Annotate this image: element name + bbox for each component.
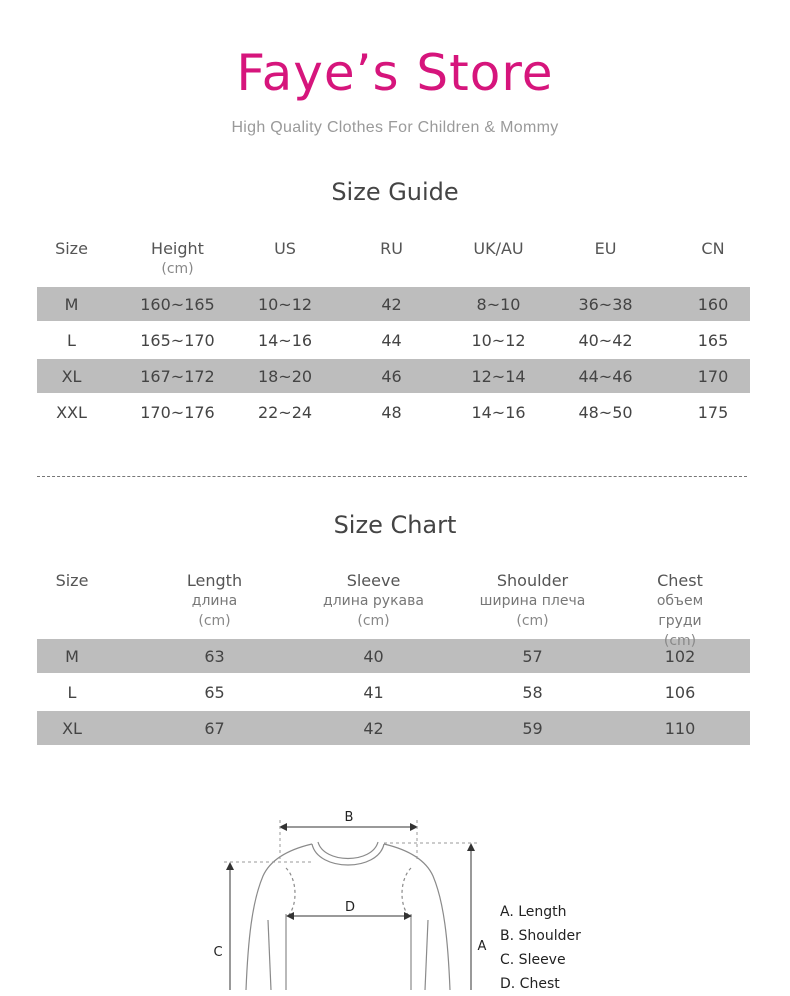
table-cell: 102 bbox=[664, 646, 696, 666]
table-cell: L bbox=[67, 330, 76, 350]
table-cell: L bbox=[67, 682, 77, 702]
table-cell: 175 bbox=[697, 402, 729, 422]
marker-b-label: B bbox=[344, 810, 354, 825]
table-cell: 41 bbox=[363, 682, 384, 702]
table-cell: 59 bbox=[522, 718, 543, 738]
size-guide-header: RU bbox=[380, 239, 403, 258]
size-chart-header: Shoulder ширина плеча (cm) bbox=[479, 571, 586, 629]
size-chart-table bbox=[37, 571, 750, 747]
size-guide-header: Size bbox=[55, 239, 88, 258]
table-cell: 46 bbox=[381, 366, 402, 386]
table-cell: 167~172 bbox=[140, 366, 215, 386]
marker-d-label: D bbox=[344, 900, 356, 915]
size-guide-body bbox=[37, 287, 750, 429]
measurement-legend bbox=[500, 900, 581, 996]
size-chart-title: Size Chart bbox=[333, 511, 457, 539]
table-cell: 160 bbox=[697, 294, 729, 314]
table-cell: 160~165 bbox=[140, 294, 215, 314]
size-chart-header: Sleeve длина рукава (cm) bbox=[323, 571, 424, 629]
table-cell: 110 bbox=[664, 718, 696, 738]
size-guide-table bbox=[37, 239, 750, 431]
size-guide-header: CN bbox=[701, 239, 725, 258]
size-guide-title: Size Guide bbox=[331, 178, 459, 206]
size-guide-header: EU bbox=[594, 239, 617, 258]
legend-item-chest: D. Chest bbox=[500, 976, 560, 992]
table-cell: M bbox=[65, 646, 79, 666]
marker-a-label: A bbox=[477, 939, 487, 954]
garment-measurement-diagram bbox=[0, 780, 790, 990]
table-cell: 65 bbox=[204, 682, 225, 702]
table-cell: 170 bbox=[697, 366, 729, 386]
table-cell: 14~16 bbox=[257, 330, 313, 350]
table-cell: 57 bbox=[522, 646, 543, 666]
table-cell: 40 bbox=[363, 646, 384, 666]
table-cell: 165~170 bbox=[140, 330, 215, 350]
store-title: Faye’s Store bbox=[236, 44, 554, 102]
table-cell: 67 bbox=[204, 718, 225, 738]
table-cell: 10~12 bbox=[257, 294, 313, 314]
table-cell: 8~10 bbox=[476, 294, 521, 314]
table-cell: 48~50 bbox=[578, 402, 633, 422]
table-cell: 170~176 bbox=[140, 402, 215, 422]
size-guide-header: US bbox=[274, 239, 296, 258]
size-chart-header-row bbox=[37, 571, 750, 649]
size-chart-header: Size bbox=[55, 571, 89, 590]
table-cell: 42 bbox=[363, 718, 384, 738]
table-row bbox=[37, 395, 750, 429]
table-cell: XL bbox=[61, 366, 82, 386]
table-cell: 63 bbox=[204, 646, 225, 666]
size-guide-header: Height (cm) bbox=[151, 239, 204, 277]
legend-item-length: A. Length bbox=[500, 904, 567, 920]
table-cell: 18~20 bbox=[257, 366, 313, 386]
marker-c-label: C bbox=[213, 945, 223, 960]
table-cell: 10~12 bbox=[471, 330, 526, 350]
table-row bbox=[37, 675, 750, 709]
table-cell: 42 bbox=[381, 294, 402, 314]
table-row bbox=[37, 359, 750, 393]
table-cell: 44~46 bbox=[578, 366, 633, 386]
table-cell: 36~38 bbox=[578, 294, 633, 314]
table-cell: 106 bbox=[664, 682, 696, 702]
legend-item-shoulder: B. Shoulder bbox=[500, 928, 581, 944]
table-cell: XL bbox=[62, 718, 82, 738]
store-tagline: High Quality Clothes For Children & Mommy bbox=[231, 119, 559, 136]
table-cell: 44 bbox=[381, 330, 402, 350]
size-chart-header: Length длина (cm) bbox=[186, 571, 243, 629]
table-cell: 58 bbox=[522, 682, 543, 702]
table-cell: 165 bbox=[697, 330, 729, 350]
table-row bbox=[37, 323, 750, 357]
size-chart-body bbox=[37, 639, 750, 745]
size-chart-header: Chest объем груди (cm) bbox=[656, 571, 704, 649]
table-row bbox=[37, 711, 750, 745]
table-cell: 12~14 bbox=[471, 366, 526, 386]
size-guide-header-row bbox=[37, 239, 750, 287]
table-cell: 40~42 bbox=[578, 330, 633, 350]
size-guide-header: UK/AU bbox=[473, 239, 524, 258]
legend-item-sleeve: C. Sleeve bbox=[500, 952, 566, 968]
table-cell: 48 bbox=[381, 402, 402, 422]
table-cell: 22~24 bbox=[257, 402, 313, 422]
section-divider bbox=[37, 476, 747, 477]
table-cell: 14~16 bbox=[471, 402, 526, 422]
table-cell: M bbox=[64, 294, 79, 314]
table-cell: XXL bbox=[56, 402, 87, 422]
table-row bbox=[37, 287, 750, 321]
